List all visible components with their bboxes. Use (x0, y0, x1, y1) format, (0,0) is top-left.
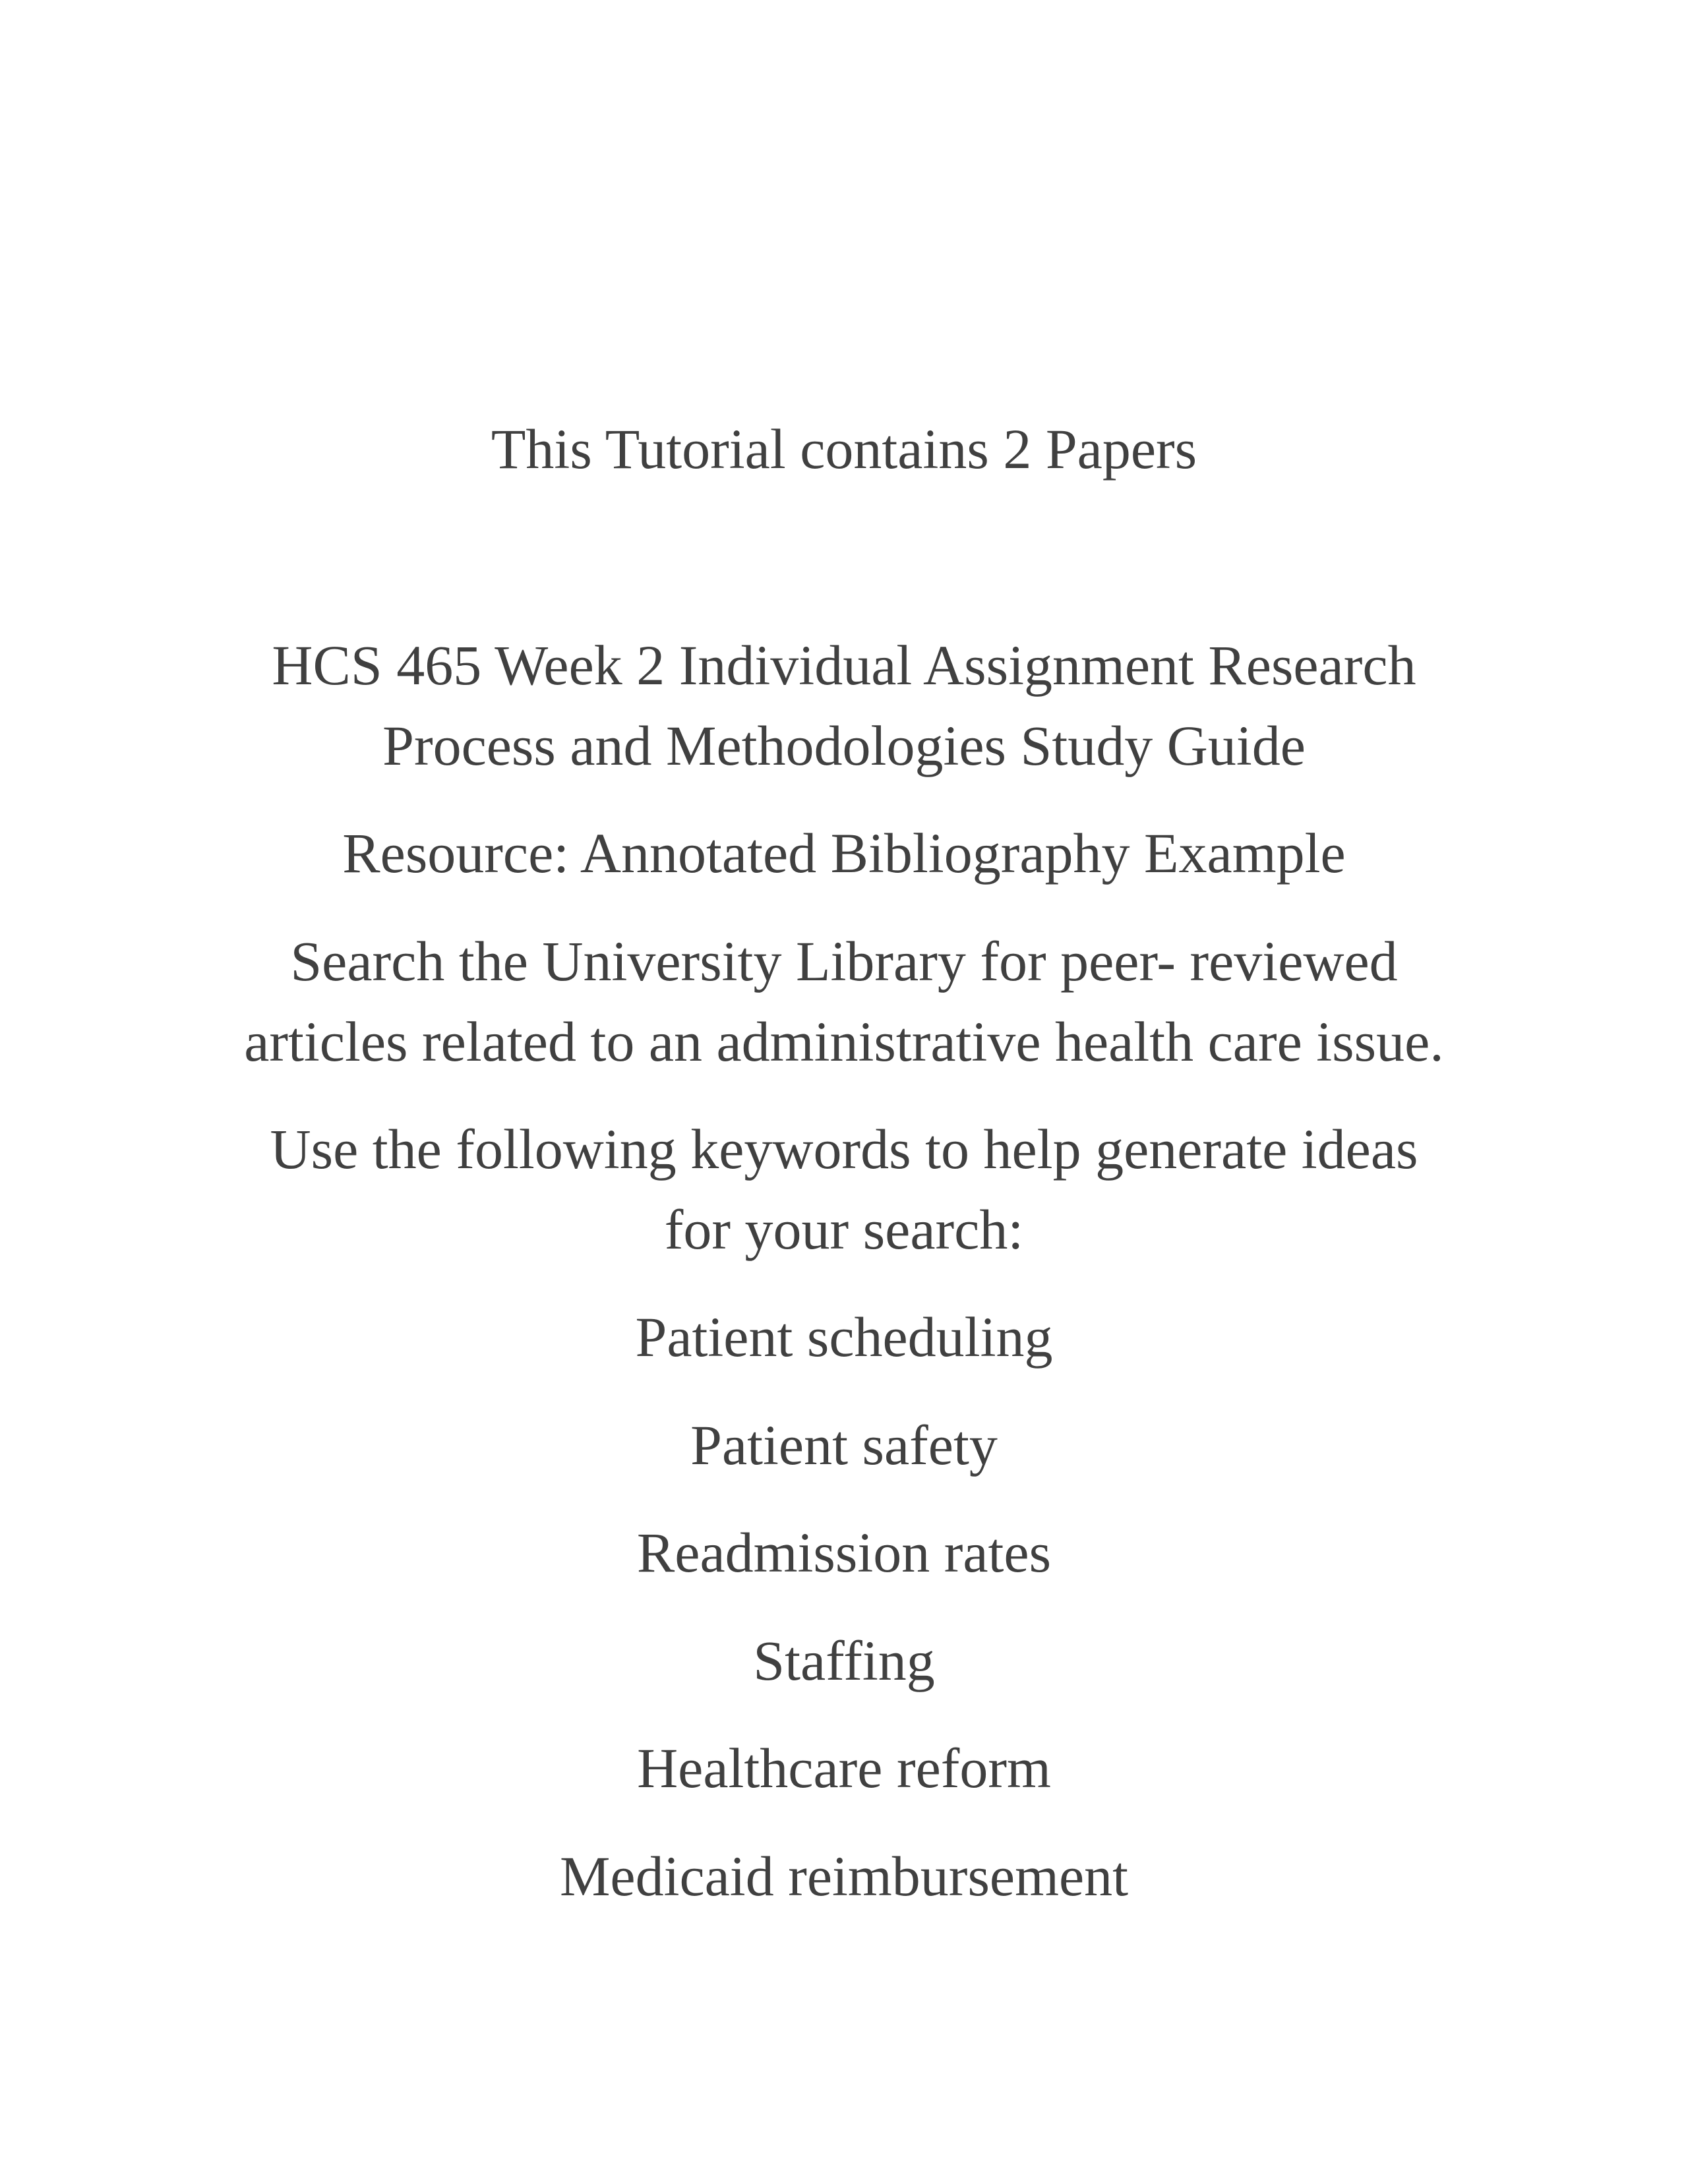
keywords-intro-line-2: for your search: (664, 1198, 1024, 1261)
resource-line: Resource: Annotated Bibliography Example (342, 821, 1346, 885)
keyword-item: Readmission rates (636, 1521, 1052, 1584)
tutorial-heading: This Tutorial contains 2 Papers (491, 417, 1197, 481)
keyword-item: Patient safety (690, 1413, 998, 1477)
instruction-line-2: articles related to an administrative health care issue. (244, 1010, 1444, 1073)
assignment-title-line-1: HCS 465 Week 2 Individual Assignment Research (272, 634, 1416, 697)
assignment-title-line-2: Process and Methodologies Study Guide (382, 714, 1306, 777)
keywords-intro-line-1: Use the following keywords to help generate ideas (270, 1117, 1418, 1181)
keyword-item: Healthcare reform (637, 1736, 1051, 1800)
keyword-item: Medicaid reimbursement (559, 1845, 1129, 1908)
keyword-item: Staffing (753, 1629, 935, 1692)
instruction-line-1: Search the University Library for peer- reviewed (290, 930, 1398, 993)
keyword-item: Patient scheduling (635, 1305, 1053, 1369)
